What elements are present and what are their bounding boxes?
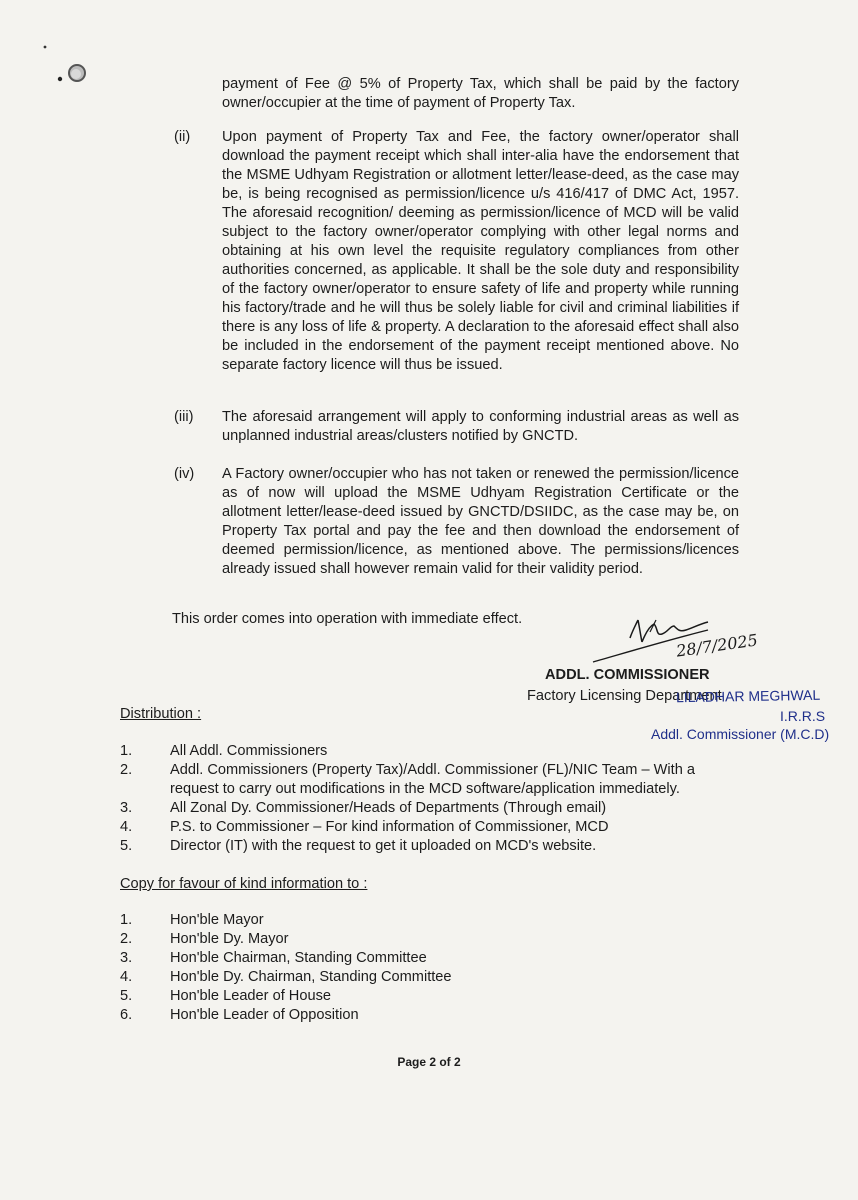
order-line: This order comes into operation with immediate effect. [172, 611, 523, 627]
item-text: All Addl. Commissioners [170, 743, 328, 759]
item-number: 4. [120, 819, 133, 835]
punch-hole-icon [52, 60, 92, 90]
item-text: Hon'ble Dy. Mayor [170, 931, 289, 947]
signature-date: 28/7/2025 [675, 630, 759, 661]
list-item [0, 930, 858, 949]
list-item [0, 799, 858, 818]
page-number: Page 2 of 2 [397, 1055, 461, 1069]
continuation-paragraph: payment of Fee @ 5% of Property Tax, which shall be paid by the factory owner/occupier at the time of payment of Property Tax. [222, 76, 739, 111]
item-number: 5. [120, 838, 133, 854]
speck-icon [42, 44, 48, 50]
item-number: 5. [120, 988, 133, 1004]
item-number: 6. [120, 1007, 133, 1023]
item-number: 4. [120, 969, 133, 985]
copy-list [0, 911, 858, 1025]
clause-text: The aforesaid arrangement will apply to conforming industrial areas as well as unplanned industrial areas/clusters notified by GNCTD. [222, 409, 739, 444]
list-item [0, 949, 858, 968]
list-item [0, 1006, 858, 1025]
distribution-heading: Distribution : [120, 706, 202, 722]
item-number: 2. [120, 931, 133, 947]
clause-number: (iv) [174, 466, 195, 482]
clause-number: (ii) [174, 129, 191, 145]
list-item [0, 837, 858, 856]
item-number: 3. [120, 950, 133, 966]
item-text: Hon'ble Dy. Chairman, Standing Committee [170, 969, 452, 985]
list-item [0, 968, 858, 987]
item-text: Addl. Commissioners (Property Tax)/Addl. Commissioner (FL)/NIC Team – With a request to carry out modifications in the MCD software/application immediately. [170, 762, 695, 797]
stamp-post: Addl. Commissioner (M.C.D) [651, 726, 830, 742]
item-text: Hon'ble Chairman, Standing Committee [170, 950, 427, 966]
list-item [0, 818, 858, 837]
stamp-name: LILADHAR MEGHWAL [675, 686, 821, 706]
item-text: Director (IT) with the request to get it uploaded on MCD's website. [170, 838, 597, 854]
item-text: P.S. to Commissioner – For kind information of Commissioner, MCD [170, 819, 609, 835]
item-number: 3. [120, 800, 133, 816]
list-item [0, 911, 858, 930]
list-item [0, 761, 858, 799]
clause-text: A Factory owner/occupier who has not taken or renewed the permission/licence as of now will upload the MSME Udhyam Registration Certificate or the allotment letter/lease-deed issued by GNCTD/DSIIDC, as the case may be, on Property Tax portal and pay the fee and then download the endorsement of deemed permission/licence, as mentioned above. The permissions/licences already issued shall however remain valid for their validity period. [222, 466, 739, 577]
clause-number: (iii) [174, 409, 194, 425]
clause-text: Upon payment of Property Tax and Fee, the factory owner/operator shall download the payment receipt which shall inter-alia have the endorsement that the MSME Udhyam Registration or allotment letter/lease-deed, as the case may be, is being recognised as permission/licence u/s 416/417 of DMC Act, 1957. The aforesaid recognition/ deeming as permission/licence of MCD will be valid subject to the factory owner/operator complying with other legal norms and obtaining at his own level the requisite regulatory compliances from other authorities concerned, as applicable. It shall be the sole duty and responsibility of the factory owner/operator to ensure safety of life and property while running his factory/trade and he will thus be solely liable for civil and criminal liabilities if there is any loss of life & property. A declaration to the aforesaid effect shall also be included in the endorsement of the payment receipt mentioned above. No separate factory licence will thus be issued. [222, 129, 739, 373]
designation: ADDL. COMMISSIONER [545, 667, 710, 683]
item-text: Hon'ble Leader of Opposition [170, 1007, 359, 1023]
item-text: Hon'ble Leader of House [170, 988, 331, 1004]
stamp-service: I.R.R.S [780, 708, 826, 724]
list-item [0, 987, 858, 1006]
list-item [0, 742, 858, 761]
item-number: 1. [120, 743, 133, 759]
item-number: 2. [120, 762, 133, 778]
copy-heading: Copy for favour of kind information to : [120, 876, 368, 892]
item-text: All Zonal Dy. Commissioner/Heads of Departments (Through email) [170, 800, 607, 816]
item-text: Hon'ble Mayor [170, 912, 264, 928]
department: Factory Licensing Department [527, 688, 722, 704]
item-number: 1. [120, 912, 133, 928]
handwritten-signature-icon [588, 602, 798, 672]
distribution-list [0, 742, 858, 856]
